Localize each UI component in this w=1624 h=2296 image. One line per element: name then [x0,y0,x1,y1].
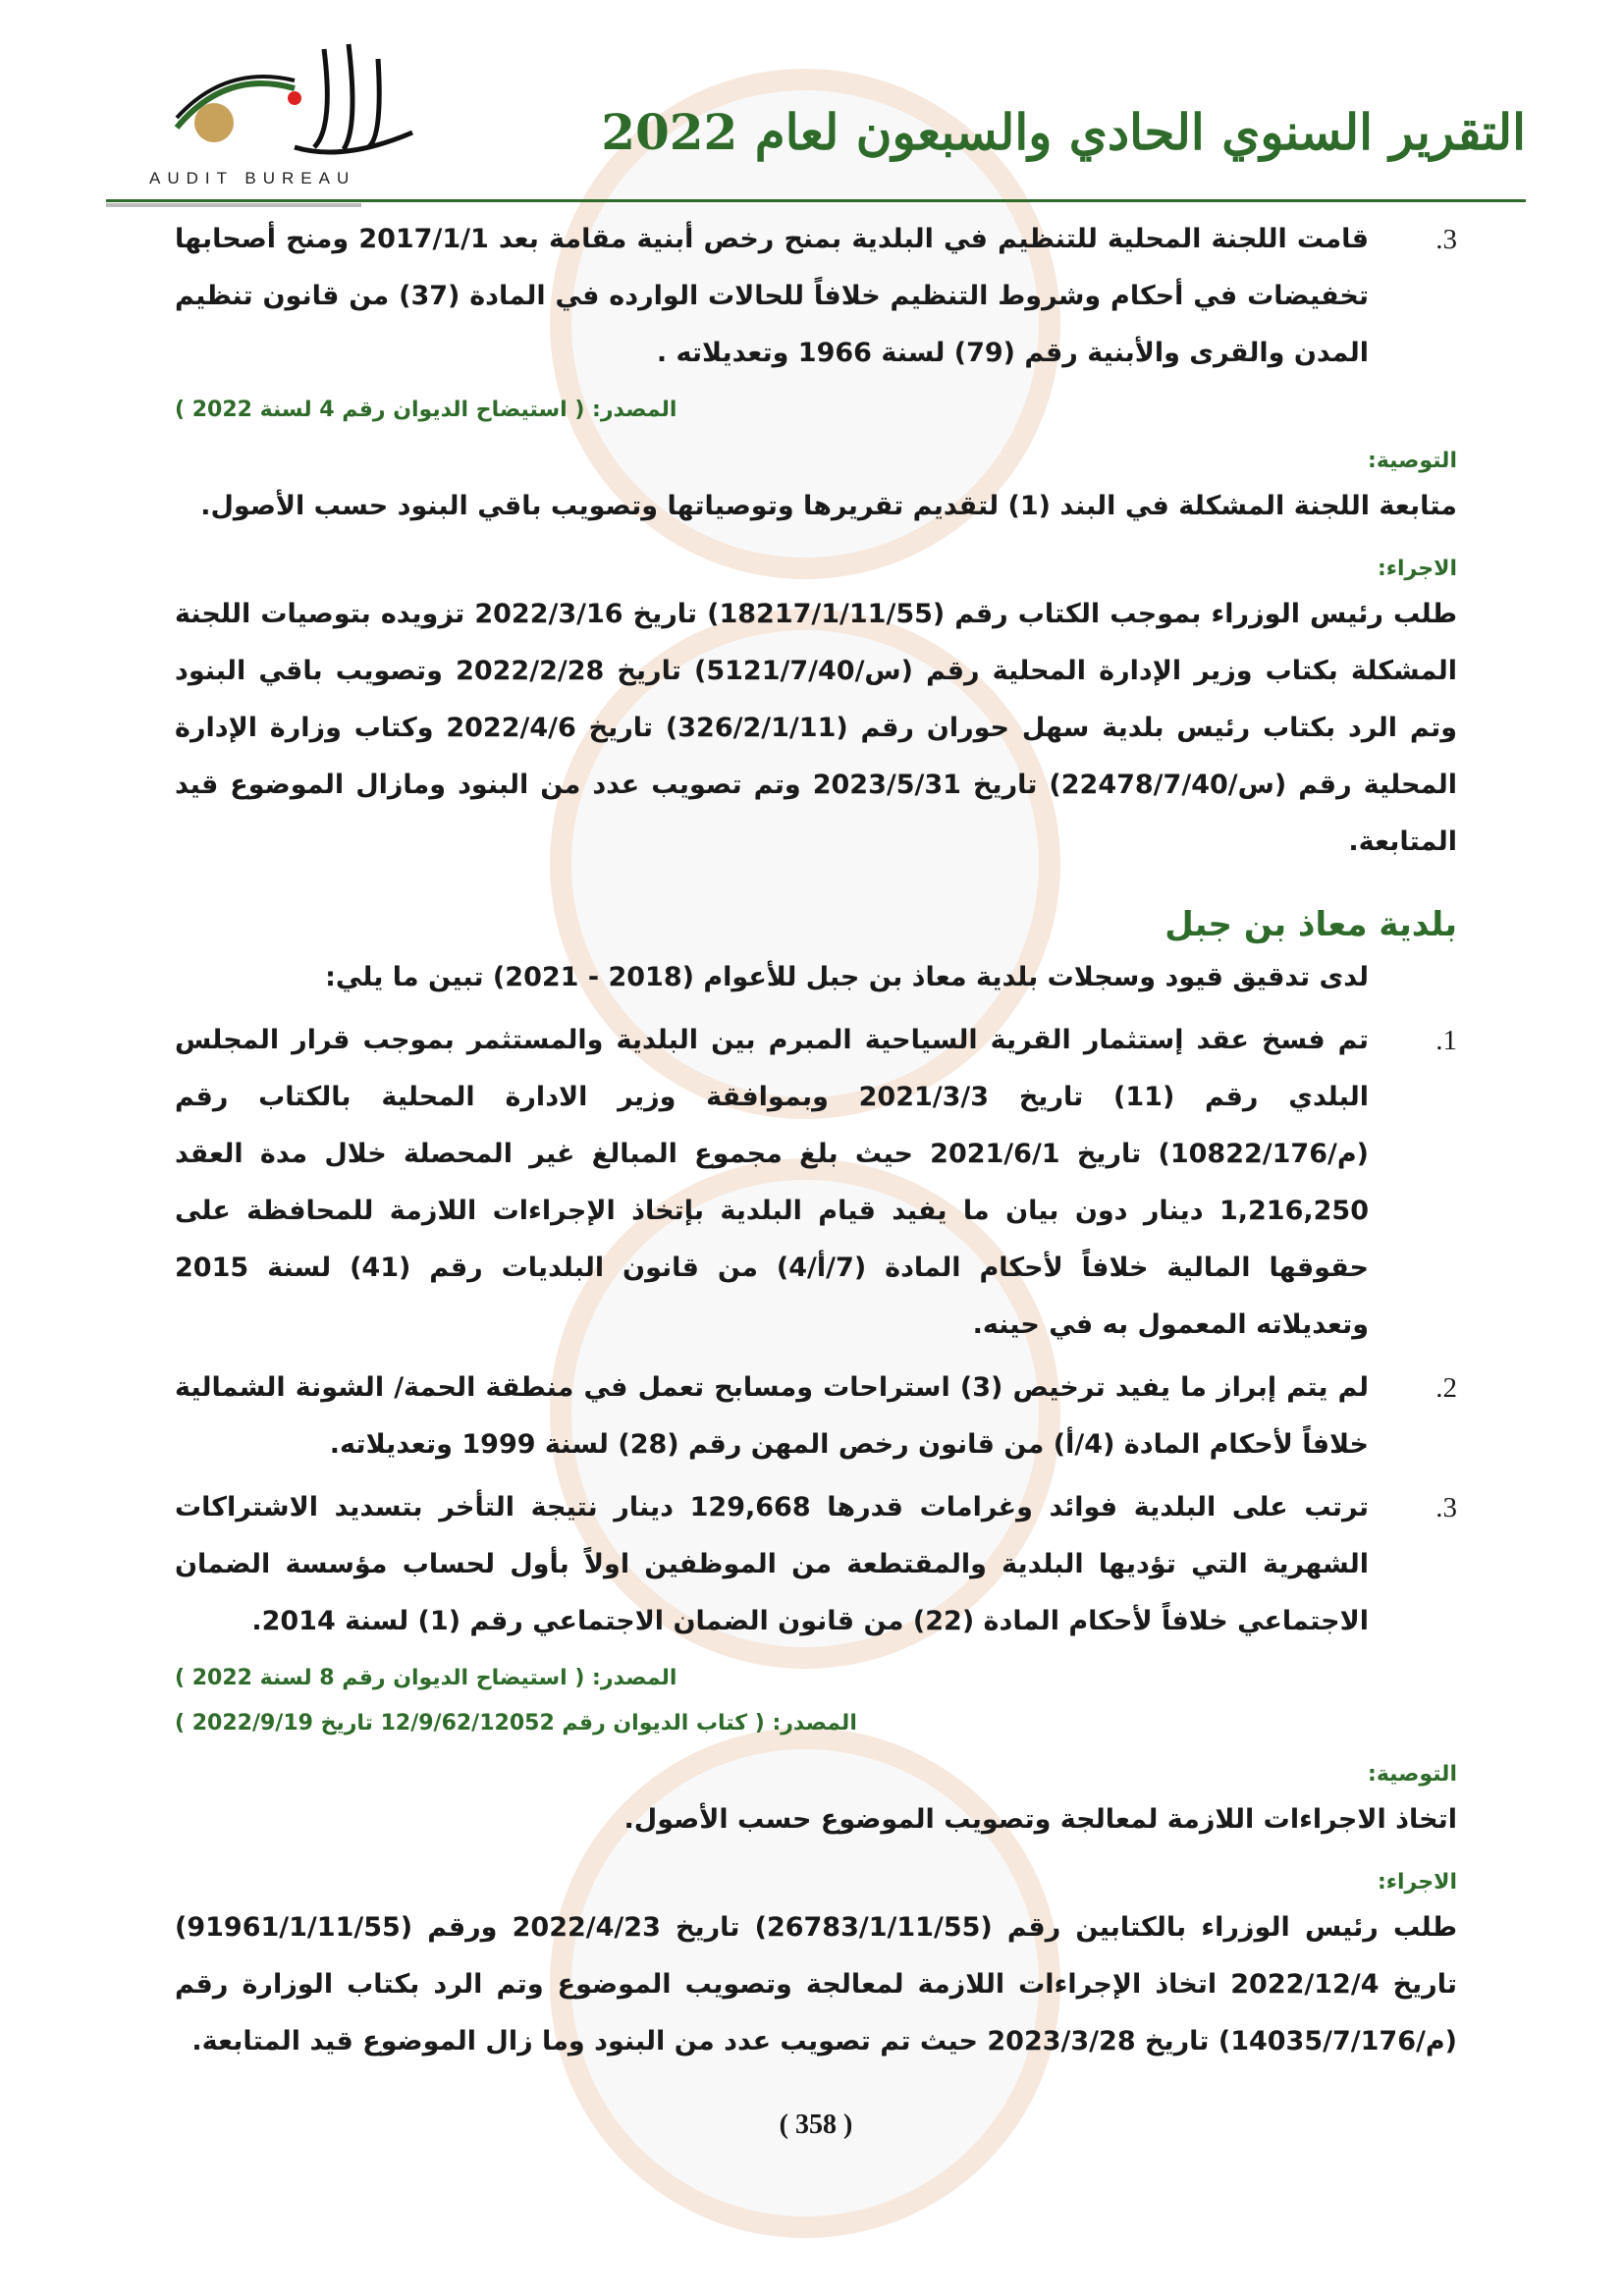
recommendation-text: متابعة اللجنة المشكلة في البند (1) لتقديم تقريرها وتوصياتها وتصويب باقي البنود حسب الأصول. [200,491,1457,521]
source-note: المصدر: ( كتاب الديوان رقم 12/9/62/12052 تاريخ 2022/9/19 ) [175,1711,857,1735]
report-title: التقرير السنوي الحادي والسبعون لعام 2022 [601,103,1526,161]
action-text: طلب رئيس الوزراء بالكتابين رقم (26783/1/11/55) تاريخ 2022/4/23 ورقم (91961/1/11/55) تاريخ 2022/12/4 اتخاذ الإجراءات اللازمة لمعالجة وتصويب الموضوع وتم الرد بكتاب الوزارة رقم (م/14035/7/176) تاريخ 2023/3/28 حيث تم تصويب عدد من البنود وما زال الموضوع قيد المتابعة. [175,1912,1457,2056]
action-label: الاجراء: [1377,1870,1457,1895]
page-content [175,211,1457,2141]
finding-item: ترتب على البلدية فوائد وغرامات قدرها 129,668 دينار نتيجة التأخر بتسديد الاشتراكات الشهرية التي تؤديها البلدية والمقتطعة من الموظفين اولاً بأول لحساب مؤسسة الضمان الاجتماعي خلافاً لأحكام المادة (22) من قانون الضمان الاجتماعي رقم (1) لسنة 2014. [175,1492,1369,1636]
finding-item-row [175,1012,1457,1354]
item-number: 3. [1435,1492,1457,1523]
page-number: ( 358 ) [779,2109,853,2140]
recommendation-text: اتخاذ الاجراءات اللازمة لمعالجة وتصويب الموضوع حسب الأصول. [623,1804,1457,1835]
header-divider-accent [106,203,361,207]
finding-item-row [175,1479,1457,1650]
action-label: الاجراء: [1377,557,1457,581]
item-text: قامت اللجنة المحلية للتنظيم في البلدية بمنح رخص أبنية مقامة بعد 2017/1/1 ومنح أصحابها تخفيضات في أحكام وشروط التنظيم خلافاً للحالات الوارده في المادة (37) من قانون تنظيم المدن والقرى والأبنية رقم (79) لسنة 1966 وتعديلاته . [175,224,1369,368]
item-number: 2. [1435,1372,1457,1404]
finding-item: لم يتم إبراز ما يفيد ترخيص (3) استراحات ومسابح تعمل في منطقة الحمة/ الشونة الشمالية خلافاً لأحكام المادة (4/أ) من قانون رخص المهن رقم (28) لسنة 1999 وتعديلاته. [175,1372,1369,1460]
recommendation-label: التوصية: [1368,1762,1457,1787]
logo-caption: AUDIT BUREAU [149,169,356,187]
section-heading: بلدية معاذ بن جبل [1164,905,1457,944]
action-text: طلب رئيس الوزراء بموجب الكتاب رقم (18217/1/11/55) تاريخ 2022/3/16 تزويده بتوصيات اللجنة المشكلة بكتاب وزير الإدارة المحلية رقم (س/5121/7/40) تاريخ 2022/2/28 وتصويب باقي البنود وتم الرد بكتاب رئيس بلدية سهل حوران رقم (326/2/1/11) تاريخ 2022/4/6 وكتاب وزارة الإدارة المحلية رقم (س/22478/7/40) تاريخ 2023/5/31 وتم تصويب عدد من البنود ومازال الموضوع قيد المتابعة. [175,599,1458,857]
item-number: 3. [1435,224,1457,255]
intro-text: لدى تدقيق قيود وسجلات بلدية معاذ بن جبل للأعوام (2018 - 2021) تبين ما يلي: [325,962,1369,992]
finding-item-row [175,211,1457,382]
finding-item: تم فسخ عقد إستثمار القرية السياحية المبرم بين البلدية والمستثمر بموجب قرار المجلس البلدي رقم (11) تاريخ 2021/3/3 وبموافقة وزير الادارة المحلية بالكتاب رقم (م/10822/176) تاريخ 2021/6/1 حيث بلغ مجموع المبالغ غير المحصلة خلال مدة العقد 1,216,250 دينار دون بيان ما يفيد قيام البلدية بإتخاذ الإجراءات اللازمة للمحافظة على حقوقها المالية خلافاً لأحكام المادة (7/أ/4) من قانون البلديات رقم (41) لسنة 2015 وتعديلاته المعمول به في حينه. [175,1025,1369,1340]
audit-bureau-logo [147,39,422,167]
source-note: المصدر: ( استيضاح الديوان رقم 8 لسنة 2022 ) [175,1666,677,1690]
item-number: 1. [1435,1025,1457,1056]
recommendation-label: التوصية: [1368,449,1457,473]
header-divider [106,199,1526,202]
source-note: المصدر: ( استيضاح الديوان رقم 4 لسنة 2022 ) [175,398,677,422]
finding-item-row [175,1360,1457,1473]
